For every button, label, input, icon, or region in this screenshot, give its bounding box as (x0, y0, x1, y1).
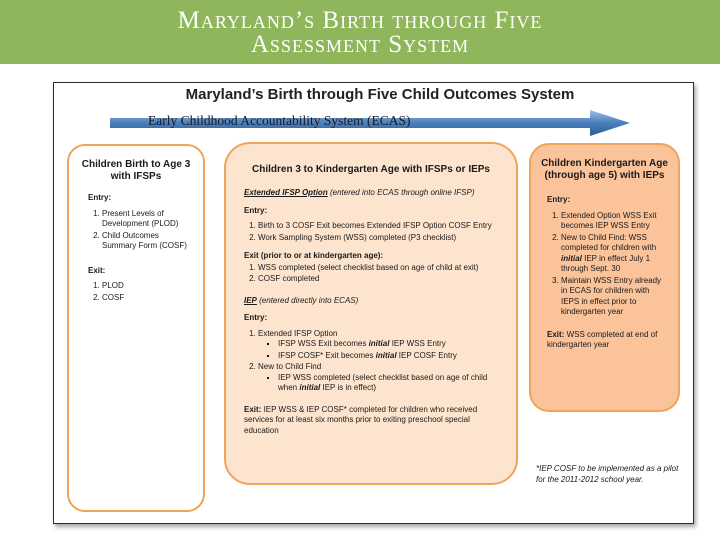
list-item: 3. Maintain WSS Entry already in ECAS for children with IEPS in effect prior to kindergarten year (561, 276, 668, 318)
list-item: ▪ IEP WSS completed (select checklist based on age of child when initial IEP is in effect) (278, 373, 500, 394)
iep-note: (entered directly into ECAS) (259, 295, 359, 305)
kindergarten-age-heading: Children Kindergarten Age (through age 5) with IEPs (541, 158, 668, 181)
iep-entry-list (244, 329, 500, 394)
birth-to-3-exit-label: Exit: (88, 265, 106, 275)
cosf-footnote: *IEP COSF to be implemented as a pilot for the 2011-2012 school year. (536, 464, 679, 484)
list-item: 1. Birth to 3 COSF Exit becomes Extended IFSP Option COSF Entry (258, 221, 500, 232)
list-item: 1. Extended IFSP Option ▪ IFSP WSS Exit becomes initial IEP WSS Entry ▪ IFSP COSF* Exit becomes initial IEP COSF Entry (258, 329, 500, 362)
birth-to-3-box (67, 144, 205, 512)
slide-header (0, 0, 720, 64)
ecas-arrow-label: Early Childhood Accountability System (ECAS) (148, 113, 411, 128)
extended-exit-list (244, 263, 500, 285)
kindergarten-entry-label: Entry: (547, 195, 571, 204)
iep-exit-text: IEP WSS & IEP COSF* completed for children who received services for at least six months prior to exiting preschool special education (244, 404, 478, 435)
birth-to-3-entry-label: Entry: (88, 193, 112, 202)
list-item: ▪ IFSP COSF* Exit becomes initial IEP COSF Entry (278, 351, 500, 362)
kindergarten-entry-list (547, 211, 668, 318)
extended-ifsp-note: (entered into ECAS through online IFSP) (329, 188, 475, 197)
list-item: 1. PLOD (102, 281, 191, 292)
kindergarten-exit-label: Exit: (547, 329, 565, 339)
list-item: 2. New to Child Find: WSS completed for children with initial IEP in effect July 1 through Sept. 30 (561, 233, 668, 275)
extended-exit-label: Exit (prior to or at kindergarten age): (244, 251, 384, 260)
iep-entry-label: Entry: (244, 313, 268, 322)
list-item: 1. WSS completed (select checklist based on age of child at exit) (258, 263, 500, 274)
list-item: 2. Work Sampling System (WSS) completed (P3 checklist) (258, 233, 500, 244)
kindergarten-age-box (529, 143, 680, 412)
age-3-to-k-box (224, 142, 518, 485)
iep-title: IEP (244, 295, 257, 305)
list-item: 2. New to Child Find ▪ IEP WSS completed (select checklist based on age of child when initial IEP is in effect) (258, 362, 500, 394)
header-title-line-1: Maryland’s Birth through Five (177, 7, 543, 34)
list-item: 2. COSF (102, 293, 191, 304)
header-title-line-2: Assessment System (250, 31, 470, 58)
list-item: 2. Child Outcomes Summary Form (COSF) (102, 231, 191, 252)
iep-exit-label: Exit: (244, 404, 262, 414)
birth-to-3-exit-list (88, 281, 191, 303)
extended-ifsp-line (244, 188, 500, 199)
birth-to-3-heading: Children Birth to Age 3 with IFSPs (81, 159, 191, 182)
list-item: 1. Present Levels of Development (PLOD) (102, 209, 191, 230)
list-item: 1. Extended Option WSS Exit becomes IEP WSS Entry (561, 211, 668, 232)
list-item: 2. COSF completed (258, 274, 500, 285)
extended-entry-label: Entry: (244, 205, 268, 215)
age-3-to-k-heading: Children 3 to Kindergarten Age with IFSPs or IEPs (252, 164, 490, 175)
extended-ifsp-title: Extended IFSP Option (244, 188, 328, 197)
iep-exit-paragraph (244, 405, 500, 437)
diagram-title: Maryland’s Birth through Five Child Outcomes System (185, 86, 575, 103)
kindergarten-exit-text: WSS completed at end of kindergarten year (547, 329, 658, 349)
iep-line (244, 296, 500, 307)
extended-entry-list (244, 221, 500, 243)
birth-to-3-entry-list (88, 209, 191, 252)
kindergarten-exit-paragraph (547, 330, 668, 351)
list-item: ▪ IFSP WSS Exit becomes initial IEP WSS Entry (278, 339, 500, 350)
